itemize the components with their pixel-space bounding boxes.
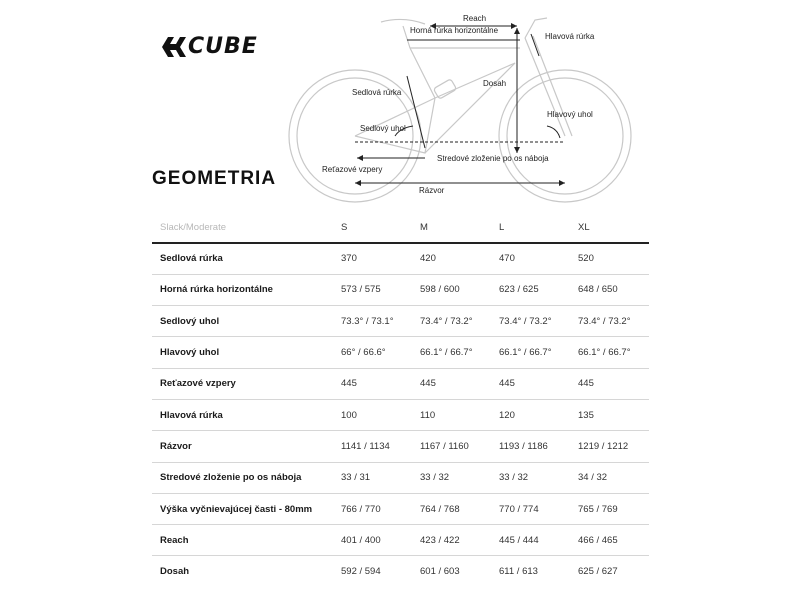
table-row <box>152 399 649 430</box>
table-row <box>152 274 649 305</box>
cell-value: 764 / 768 <box>412 493 491 524</box>
brand-logo <box>160 33 270 61</box>
label-head-angle: Hlavový uhol <box>547 110 593 119</box>
cell-value: 625 / 627 <box>578 566 618 578</box>
mode-label: Slack/Moderate <box>152 212 333 243</box>
cell-value: 66° / 66.6° <box>333 337 412 368</box>
cell-value: 623 / 625 <box>491 274 570 305</box>
table-header-row <box>152 212 649 243</box>
cell-value: 66.1° / 66.7° <box>412 337 491 368</box>
label-wheelbase: Rázvor <box>419 186 445 195</box>
cell-value: 598 / 600 <box>412 274 491 305</box>
cell-value: 770 / 774 <box>491 493 570 524</box>
size-header: L <box>491 212 570 243</box>
row-label: Reach <box>152 525 333 556</box>
label-top-tube: Horná rúrka horizontálne <box>410 26 499 35</box>
cell-value: 420 <box>412 243 491 274</box>
cell-value: 445 <box>333 368 412 399</box>
cell-value: 520 <box>570 243 649 274</box>
table-row <box>152 493 649 524</box>
cell-value: 66.1° / 66.7° <box>570 337 649 368</box>
cell-value: 1193 / 1186 <box>491 431 570 462</box>
cell-value: 423 / 422 <box>412 525 491 556</box>
cell-value: 66.1° / 66.7° <box>491 337 570 368</box>
cell-value: 648 / 650 <box>570 274 649 305</box>
table-row <box>152 525 649 556</box>
row-label: Hlavový uhol <box>152 337 333 368</box>
cell-value: 611 / 613 <box>499 566 538 578</box>
cell-value: 33 / 31 <box>333 462 412 493</box>
brand-name: CUBE <box>188 34 258 59</box>
row-label: Rázvor <box>152 431 333 462</box>
cell-value: 445 / 444 <box>491 525 570 556</box>
cell-value: 73.4° / 73.2° <box>570 306 649 337</box>
cell-value: 466 / 465 <box>570 525 649 556</box>
label-head-tube: Hlavová rúrka <box>545 32 595 41</box>
cell-value: 470 <box>491 243 570 274</box>
row-label: Sedlový uhol <box>152 306 333 337</box>
page-title: GEOMETRIA <box>152 168 277 189</box>
cell-value: 100 <box>333 399 412 430</box>
label-chainstay: Reťazové vzpery <box>322 165 383 174</box>
cell-value: 445 <box>570 368 649 399</box>
table-row <box>152 306 649 337</box>
cell-value: 401 / 400 <box>333 525 412 556</box>
cell-value: 1141 / 1134 <box>333 431 412 462</box>
row-label: Horná rúrka horizontálne <box>152 274 333 305</box>
cell-value: 766 / 770 <box>333 493 412 524</box>
cell-value: 1167 / 1160 <box>412 431 491 462</box>
row-label: Reťazové vzpery <box>152 368 333 399</box>
row-label: Sedlová rúrka <box>152 243 333 274</box>
cell-value: 33 / 32 <box>491 462 570 493</box>
size-header: M <box>412 212 491 243</box>
label-bb-drop: Stredové zloženie po os náboja <box>437 154 549 163</box>
row-label: Stredové zloženie po os náboja <box>152 462 333 493</box>
geometry-diagram <box>285 8 645 213</box>
table-row <box>152 462 649 493</box>
cell-value: 120 <box>491 399 570 430</box>
cell-value: 1219 / 1212 <box>570 431 649 462</box>
cell-value: 110 <box>412 399 491 430</box>
cell-value: 573 / 575 <box>333 274 412 305</box>
geometry-table <box>152 212 649 587</box>
table-row <box>152 556 649 587</box>
row-label: Výška vyčnievajúcej časti - 80mm <box>152 493 333 524</box>
cell-value: 73.3° / 73.1° <box>333 306 412 337</box>
cube-logo-icon <box>160 33 188 61</box>
size-header: S <box>333 212 412 243</box>
size-header: XL <box>570 212 649 243</box>
cell-value: 445 <box>412 368 491 399</box>
label-reach: Reach <box>463 14 487 23</box>
row-label: Dosah <box>160 566 190 578</box>
cell-value: 592 / 594 <box>341 566 381 578</box>
cell-value: 73.4° / 73.2° <box>412 306 491 337</box>
cell-value: 73.4° / 73.2° <box>491 306 570 337</box>
cell-value: 601 / 603 <box>420 566 460 578</box>
table-row <box>152 243 649 274</box>
cell-value: 765 / 769 <box>570 493 649 524</box>
label-seat-angle: Sedlový uhol <box>360 124 406 133</box>
row-label: Hlavová rúrka <box>152 399 333 430</box>
cell-value: 370 <box>333 243 412 274</box>
table-row <box>152 368 649 399</box>
cell-value: 34 / 32 <box>570 462 649 493</box>
cell-value: 33 / 32 <box>412 462 491 493</box>
table-row <box>152 431 649 462</box>
label-stack: Dosah <box>483 79 507 88</box>
cell-value: 135 <box>570 399 649 430</box>
cell-value: 445 <box>491 368 570 399</box>
table-row <box>152 337 649 368</box>
label-seat-tube: Sedlová rúrka <box>352 88 402 97</box>
